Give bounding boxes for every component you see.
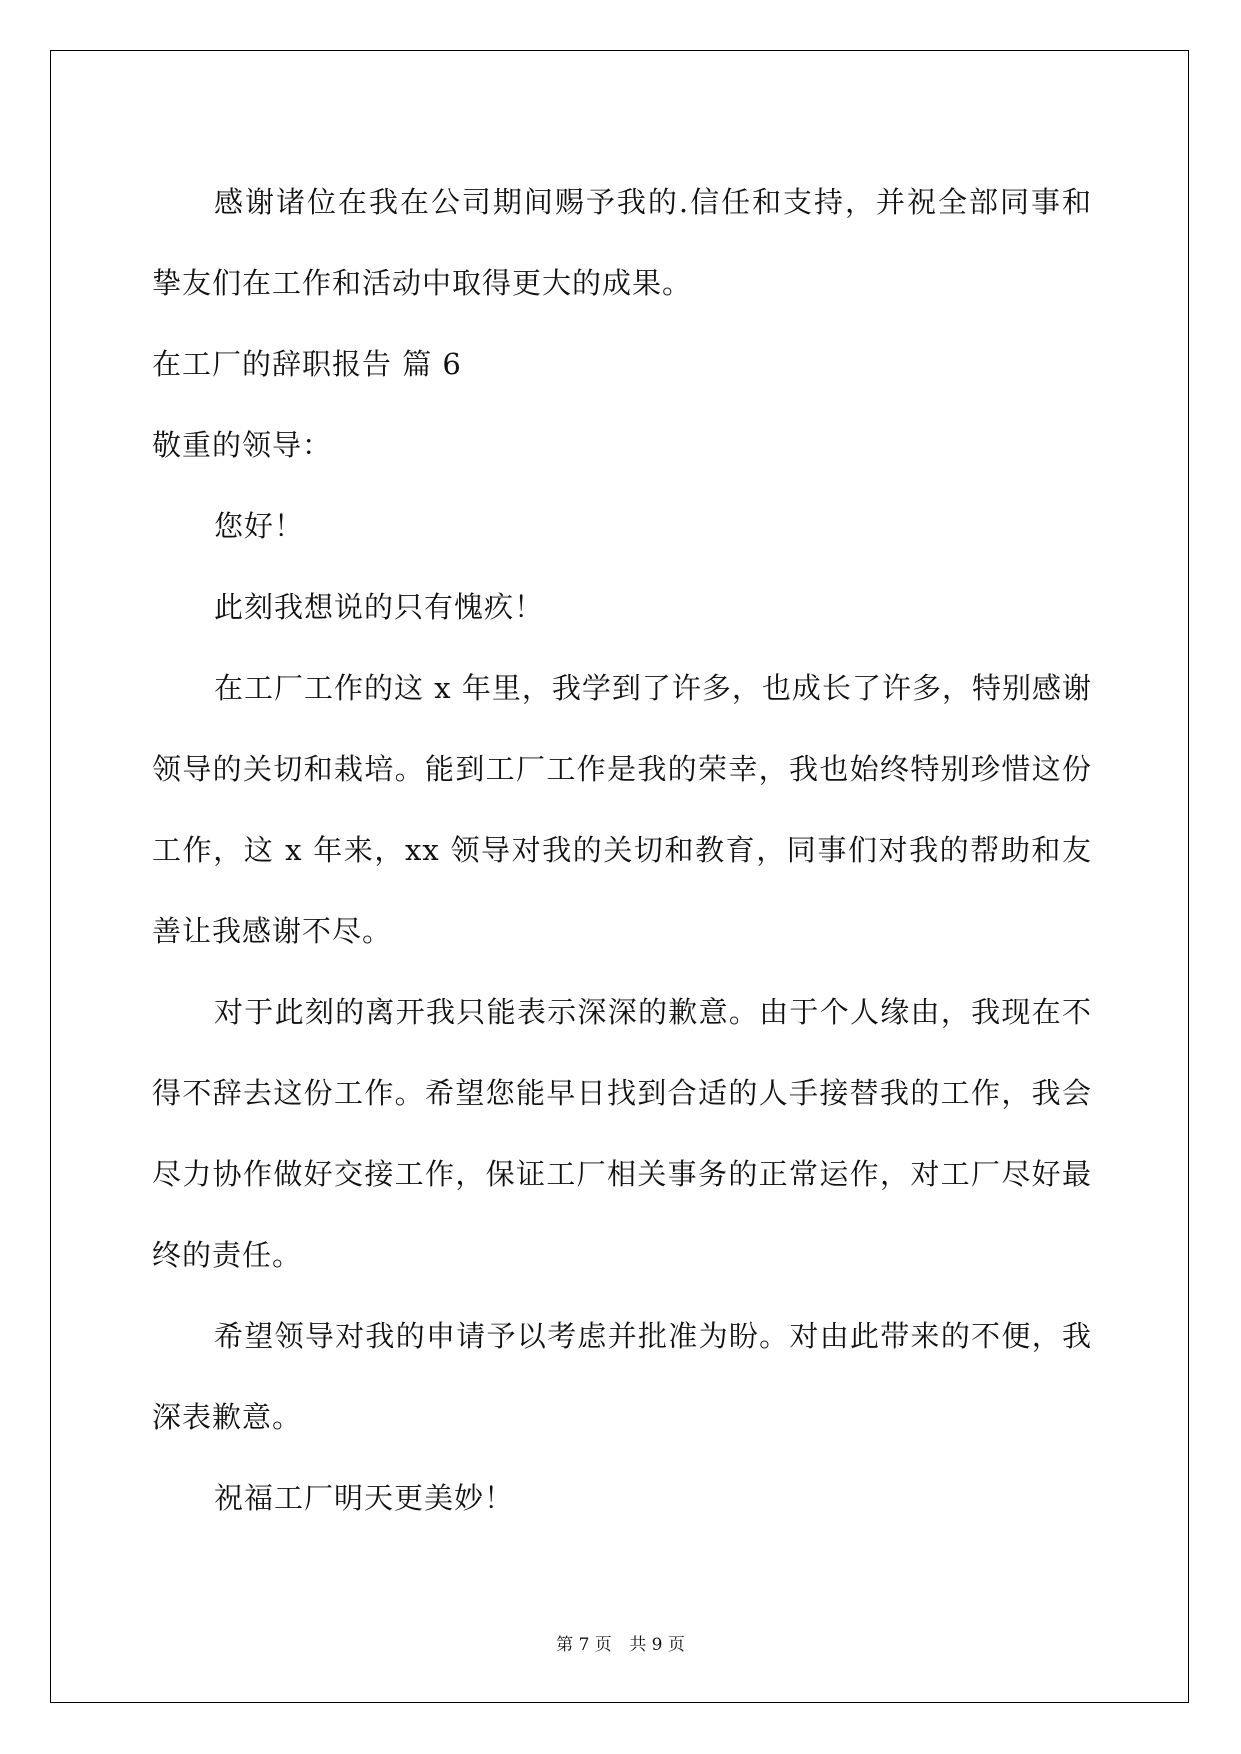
closing-wish: 祝福工厂明天更美妙！ [214,1481,515,1515]
greeting: 您好！ [214,509,305,543]
page-number: 第 7 页 [556,1635,612,1655]
paragraph-guilt: 此刻我想说的只有愧疚！ [214,590,545,624]
paragraph-request: 希望领导对我的申请予以考虑并批准为盼。对由此带来的不便，我深表歉意。 [152,1319,1092,1434]
page-total: 共 9 页 [629,1635,685,1655]
paragraph-gratitude: 在工厂工作的这 x 年里，我学到了许多，也成长了许多，特别感谢领导的关切和栽培。能到工厂工作是我的荣幸，我也始终特别珍惜这份工作，这 x 年来，xx 领导对我的关切和教育，同事们对我的帮助和友善让我感谢不尽。 [152,671,1092,948]
document-body [152,162,1092,1539]
page-footer [0,1630,1241,1655]
salutation: 敬重的领导： [152,428,333,462]
paragraph-thanks: 感谢诸位在我在公司期间赐予我的.信任和支持，并祝全部同事和挚友们在工作和活动中取得更大的成果。 [152,185,1092,300]
paragraph-reason: 对于此刻的离开我只能表示深深的歉意。由于个人缘由，我现在不得不辞去这份工作。希望您能早日找到合适的人手接替我的工作，我会尽力协作做好交接工作，保证工厂相关事务的正常运作，对工厂尽好最终的责任。 [152,995,1092,1272]
section-title: 在工厂的辞职报告 篇 6 [152,347,462,381]
